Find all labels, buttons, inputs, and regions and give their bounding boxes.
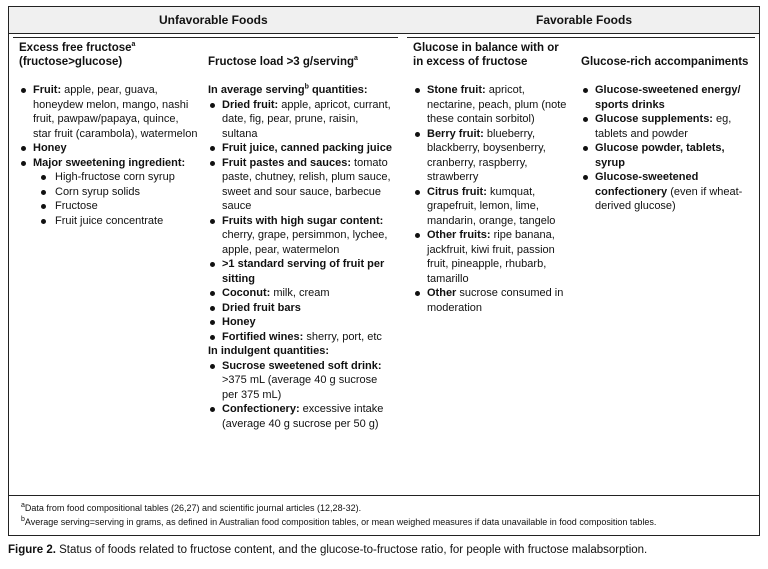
list-item: Honey (208, 315, 396, 330)
sub-list-item: Fructose (39, 199, 199, 214)
header-line-1: Glucose in balance with or (413, 42, 559, 54)
indulgent-heading: In indulgent quantities: (208, 345, 329, 357)
list-item: Honey (19, 141, 199, 156)
sub-list-item: High-fructose corn syrup (39, 170, 199, 185)
list-item: Dried fruit: apple, apricot, currant, date, fig, pear, prune, raisin, sultana (208, 98, 396, 142)
food-list (19, 83, 199, 228)
list-item: >1 standard serving of fruit per sitting (208, 257, 396, 286)
footnotes (9, 495, 759, 529)
food-list (208, 359, 396, 432)
list-item: Dried fruit bars (208, 301, 396, 316)
list-item: Glucose-sweetened confectionery (even if wheat-derived glucose) (581, 170, 757, 214)
header-text: Fructose load >3 g/serving (208, 56, 355, 68)
caption-label: Figure 2. (8, 544, 56, 556)
header-line-2: in excess of fructose (413, 56, 528, 68)
list-item: Glucose powder, tablets, syrup (581, 141, 757, 170)
column-glucose-rich (581, 41, 757, 214)
food-list (581, 83, 757, 214)
list-item: Coconut: milk, cream (208, 286, 396, 301)
list-item: Fruits with high sugar content: cherry, grape, persimmon, lychee, apple, pear, watermelon (208, 214, 396, 258)
food-list (208, 98, 396, 345)
list-item: Glucose-sweetened energy/ sports drinks (581, 83, 757, 112)
list-item: Major sweetening ingredient: High-fructose corn syrup Corn syrup solids Fructose Fruit juice concentrate (19, 156, 199, 229)
column-excess-free-fructose (19, 41, 199, 228)
list-item: Fruit juice, canned packing juice (208, 141, 396, 156)
column-header: Glucose-rich accompaniments (581, 56, 749, 68)
list-item: Citrus fruit: kumquat, grapefruit, lemon, lime, mandarin, orange, tangelo (413, 185, 573, 229)
column-header (19, 41, 199, 69)
average-serving-heading: In average serving$^b$ quantities: (208, 83, 368, 96)
list-item: Fortified wines: sherry, port, etc (208, 330, 396, 345)
column-header (413, 41, 573, 69)
sub-list (39, 170, 199, 228)
list-item: Other fruits: ripe banana, jackfruit, kiwi fruit, passion fruit, pineapple, rhubarb, tamarillo (413, 228, 573, 286)
sub-list-item: Corn syrup solids (39, 185, 199, 200)
footnote-a: $^a$Data from food compositional tables (26,27) and scientific journal articles (12,28-32). (21, 502, 362, 513)
list-item: Confectionery: excessive intake (average 40 g sucrose per 50 g) (208, 402, 396, 431)
list-item: Sucrose sweetened soft drink: >375 mL (average 40 g sucrose per 375 mL) (208, 359, 396, 403)
sub-list-item: Fruit juice concentrate (39, 214, 199, 229)
table-frame (8, 6, 760, 536)
list-item: Glucose supplements: eg, tablets and powder (581, 112, 757, 141)
list-item: Fruit: apple, pear, guava, honeydew melon, mango, nashi fruit, pawpaw/papaya, quince, star fruit (carambola), watermelon (19, 83, 199, 141)
footnote-mark: a (131, 41, 136, 49)
list-item: Stone fruit: apricot, nectarine, peach, plum (note these contain sorbitol) (413, 83, 573, 127)
group-header-unfavorable: Unfavorable Foods (159, 13, 268, 27)
group-underline-unfavorable (13, 37, 398, 38)
footnote-b: $^b$Average serving=serving in grams, as defined in Australian food composition tables, or mean weighed measures if data unavailable in food composition tables. (21, 516, 657, 527)
list-item: Other sucrose consumed in moderation (413, 286, 573, 315)
group-header-bar (9, 7, 759, 34)
list-item: Berry fruit: blueberry, blackberry, boysenberry, cranberry, raspberry, strawberry (413, 127, 573, 185)
group-underline-favorable (407, 37, 755, 38)
column-fructose-load (208, 41, 396, 431)
column-glucose-balance (413, 41, 573, 315)
group-header-favorable: Favorable Foods (536, 13, 633, 27)
list-item: Fruit pastes and sauces: tomato paste, chutney, relish, plum sauce, sweet and sour sauce, barbecue sauce (208, 156, 396, 214)
footnote-mark: a (354, 55, 358, 63)
column-header (208, 55, 396, 69)
caption-text: Status of foods related to fructose content, and the glucose-to-fructose ratio, for people with fructose malabsorption. (55, 544, 648, 556)
food-list (413, 83, 573, 315)
header-line-1: Excess free fructose (19, 42, 132, 54)
figure-caption (8, 544, 647, 556)
header-line-2: (fructose>glucose) (19, 56, 123, 68)
